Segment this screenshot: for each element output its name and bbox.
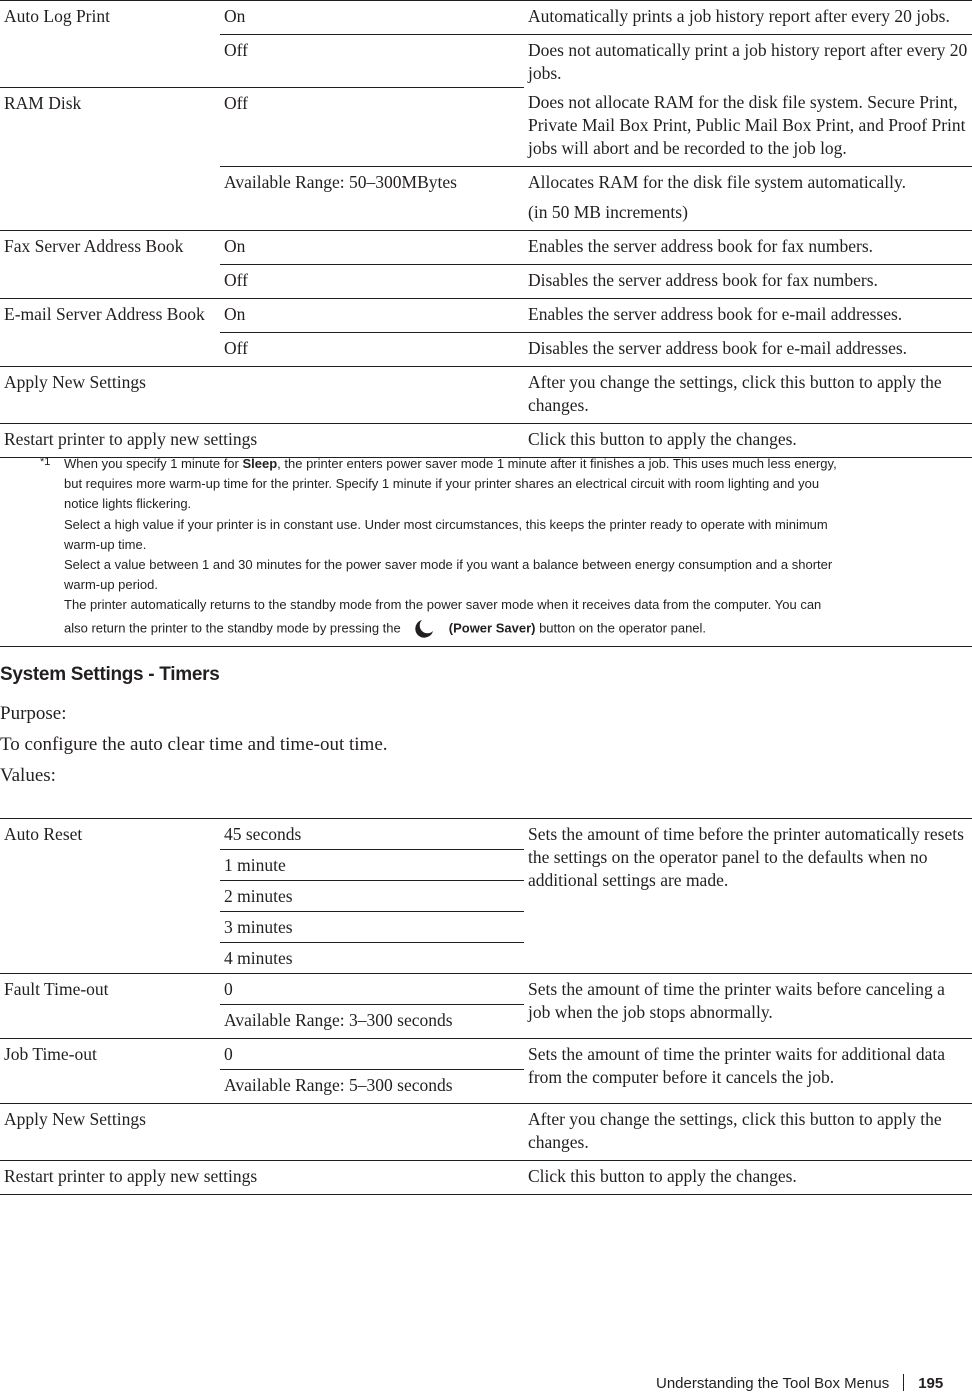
footnote-line: warm-up period.: [64, 577, 158, 593]
footnote: [0, 446, 972, 647]
restart-printer-button[interactable]: Restart printer to apply new settings: [0, 424, 524, 458]
footnote-body: [64, 454, 944, 640]
job-timeout-label: Job Time-out: [0, 1039, 220, 1104]
ram-disk-range: Available Range: 50–300MBytes: [220, 167, 524, 231]
footnote-text: also return the printer to the standby mode by pressing the: [64, 620, 401, 636]
footnote-line: Select a value between 1 and 30 minutes for the power saver mode if you want a balance between energy consumption and a shorter: [64, 557, 833, 573]
ram-disk-range-desc: [524, 167, 972, 231]
job-timeout-value: 0: [220, 1039, 524, 1070]
sleep-term: Sleep: [242, 456, 278, 471]
footnote-text: When you specify 1 minute for: [64, 456, 243, 471]
ram-disk-range-desc-line2: (in 50 MB increments): [528, 202, 688, 222]
footnote-mark: *1: [40, 456, 51, 468]
auto-log-print-off-desc: Does not automatically print a job history report after every 20 jobs.: [524, 35, 972, 88]
apply-new-settings-button[interactable]: Apply New Settings: [0, 367, 524, 424]
ram-disk-label: RAM Disk: [0, 87, 220, 231]
job-timeout-desc: Sets the amount of time the printer waits for additional data from the computer before it cancels the job.: [524, 1039, 972, 1104]
values-heading: Values:: [0, 765, 56, 786]
footnote-line: but requires more warm-up time for the printer. Specify 1 minute if your printer shares an electrical circuit with room lighting and you: [64, 476, 820, 492]
page-number: 195: [918, 1375, 944, 1392]
purpose-heading: Purpose:: [0, 703, 67, 724]
email-server-on-desc: Enables the server address book for e-mail addresses.: [524, 299, 972, 333]
auto-reset-option: 45 seconds: [220, 819, 524, 850]
timers-table: [0, 818, 972, 1195]
email-server-off-desc: Disables the server address book for e-mail addresses.: [524, 333, 972, 367]
auto-reset-option: 1 minute: [220, 850, 524, 881]
email-server-off: Off: [220, 333, 524, 367]
apply-new-settings-desc: After you change the settings, click this button to apply the changes.: [524, 1104, 972, 1161]
footer-divider: [903, 1374, 904, 1391]
fax-server-label: Fax Server Address Book: [0, 231, 220, 299]
page-footer: [656, 1374, 943, 1392]
auto-log-print-on-desc: Automatically prints a job history report after every 20 jobs.: [524, 1, 972, 35]
footnote-line: [64, 454, 944, 474]
ram-disk-range-desc-line1: Allocates RAM for the disk file system automatically.: [528, 172, 906, 192]
email-server-label: E-mail Server Address Book: [0, 299, 220, 367]
footnote-line: Select a high value if your printer is in constant use. Under most circumstances, this keeps the printer ready to operate with minimum: [64, 516, 828, 532]
auto-log-print-label: Auto Log Print: [0, 1, 220, 88]
auto-reset-desc: Sets the amount of time before the printer automatically resets the settings on the operator panel to the defaults when no additional settings are made.: [524, 819, 972, 974]
apply-new-settings-button[interactable]: Apply New Settings: [0, 1104, 524, 1161]
ram-disk-off-desc: Does not allocate RAM for the disk file system. Secure Print, Private Mail Box Print, Public Mail Box Print, and Proof Print jobs will abort and be recorded to the job log.: [528, 92, 966, 158]
restart-printer-desc: Click this button to apply the changes.: [524, 1161, 972, 1195]
fault-timeout-desc: Sets the amount of time the printer waits before canceling a job when the job stops abnormally.: [524, 974, 972, 1039]
ram-disk-off: Off: [220, 87, 524, 167]
footnote-line: notice lights flickering.: [64, 496, 192, 512]
auto-reset-option: 4 minutes: [220, 943, 524, 974]
footnote-line: The printer automatically returns to the standby mode from the power saver mode when it receives data from the computer. You can: [64, 597, 822, 613]
restart-printer-desc: Click this button to apply the changes.: [524, 424, 972, 458]
email-server-on: On: [220, 299, 524, 333]
auto-reset-label: Auto Reset: [0, 819, 220, 974]
footnote-line: [64, 618, 944, 640]
section-title: System Settings - Timers: [0, 664, 220, 685]
fault-timeout-value: 0: [220, 974, 524, 1005]
fax-server-off: Off: [220, 265, 524, 299]
fax-server-on-desc: Enables the server address book for fax numbers.: [524, 231, 972, 265]
footnote-text: button on the operator panel.: [535, 620, 707, 636]
apply-new-settings-desc: After you change the settings, click this button to apply the changes.: [524, 367, 972, 424]
fault-timeout-label: Fault Time-out: [0, 974, 220, 1039]
auto-log-print-off: Off: [220, 35, 524, 88]
fax-server-off-desc: Disables the server address book for fax numbers.: [524, 265, 972, 299]
power-saver-term: (Power Saver): [448, 620, 536, 636]
moon-icon: [413, 618, 435, 640]
job-timeout-range: Available Range: 5–300 seconds: [220, 1070, 524, 1104]
auto-log-print-on: On: [220, 1, 524, 35]
auto-reset-option: 2 minutes: [220, 881, 524, 912]
footnote-text: , the printer enters power saver mode 1 minute after it finishes a job. This uses much less energy,: [277, 456, 837, 471]
restart-printer-button[interactable]: Restart printer to apply new settings: [0, 1161, 524, 1195]
fault-timeout-range: Available Range: 3–300 seconds: [220, 1005, 524, 1039]
footer-text: Understanding the Tool Box Menus: [656, 1375, 890, 1392]
fax-server-on: On: [220, 231, 524, 265]
printer-settings-table: [0, 0, 972, 458]
auto-reset-option: 3 minutes: [220, 912, 524, 943]
purpose-text: To configure the auto clear time and time-out time.: [0, 734, 388, 755]
footnote-line: warm-up time.: [64, 536, 147, 552]
